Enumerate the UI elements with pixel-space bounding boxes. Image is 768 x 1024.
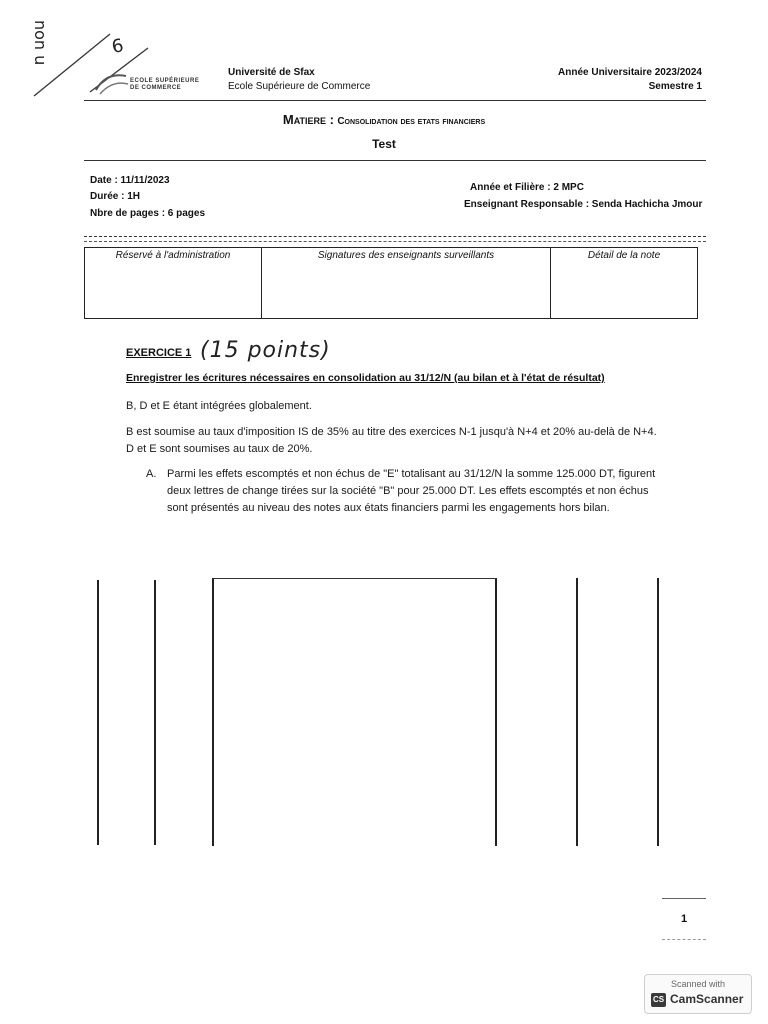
academic-year: Année Universitaire 2023/2024	[558, 67, 702, 78]
answer-column-line	[657, 578, 659, 846]
administration-table	[84, 247, 698, 319]
answer-column-line	[212, 578, 214, 846]
year-track: Année et Filière : 2 MPC	[470, 182, 584, 193]
margin-handwritten-note: non u	[31, 20, 50, 66]
exam-date: Date : 11/11/2023	[90, 175, 170, 186]
item-letter: A.	[146, 468, 157, 480]
logo-text-line2: DE COMMERCE	[130, 85, 182, 91]
dashed-separator	[84, 236, 706, 237]
exercise-instruction: Enregistrer les écritures nécessaires en consolidation au 31/12/N (au bilan et à l'état de résultat)	[126, 372, 605, 384]
subject-prefix: Matiere :	[282, 112, 334, 127]
admin-cell-signatures[interactable]	[262, 248, 551, 319]
header-rule	[84, 100, 706, 101]
logo-text-line1: ECOLE SUPÉRIEURE	[130, 78, 200, 84]
answer-top-line	[213, 578, 496, 579]
page-number-box	[662, 898, 706, 940]
admin-col-grade-label: Détail de la note	[587, 250, 661, 261]
exam-duration: Durée : 1H	[90, 191, 141, 202]
exam-type: Test	[372, 137, 396, 151]
admin-col-signatures-label: Signatures des enseignants surveillants	[317, 250, 495, 261]
camscanner-watermark	[644, 974, 752, 1014]
logo-emblem-icon	[92, 68, 132, 96]
university-name: Université de Sfax	[228, 67, 315, 78]
exercise-paragraph-2: B est soumise au taux d'imposition IS de 35% au titre des exercices N-1 jusqu'à N+4 et 20% au-delà de N+4. D et E sont soumises au taux de 20%.	[126, 426, 657, 455]
subject-line	[0, 112, 768, 127]
exercise-paragraph-1: B, D et E étant intégrées globalement.	[126, 400, 312, 412]
page-number: 1	[680, 913, 688, 925]
points-handwritten: (15 points)	[200, 338, 331, 363]
item-a-text: Parmi les effets escomptés et non échus de "E" totalisant au 31/12/N la somme 125.000 DT, figurent deux lettres de change tirées sur la société "B" pour 25.000 DT. Les effets escomptés et non échus sont présentés au niveau des notes aux états financiers parmi les engagements hors bilan.	[167, 468, 656, 514]
school-name: Ecole Supérieure de Commerce	[228, 81, 371, 92]
answer-column-line	[576, 578, 578, 846]
exam-pages: Nbre de pages : 6 pages	[90, 208, 206, 219]
admin-col-reserved-label: Réservé à l'administration	[115, 250, 231, 261]
answer-column-line	[495, 578, 497, 846]
scanned-with-text: Scanned with	[670, 979, 726, 989]
school-logo	[92, 68, 212, 98]
admin-cell-grade-detail	[551, 248, 698, 319]
answer-column-line	[154, 580, 156, 845]
subject-rule	[84, 160, 706, 161]
exercise-title: EXERCICE 1	[126, 347, 192, 359]
subject-title: Consolidation des etats financiers	[337, 116, 486, 127]
semester: Semestre 1	[648, 81, 702, 92]
dashed-separator-2	[84, 241, 706, 242]
grade-handwritten: 6	[109, 35, 126, 58]
camscanner-logo-icon: CS	[651, 993, 666, 1007]
responsible-teacher: Enseignant Responsable : Senda Hachicha Jmour	[464, 199, 703, 210]
camscanner-brand: CamScanner	[670, 992, 744, 1006]
answer-column-line	[97, 580, 99, 845]
admin-cell-reserved	[85, 248, 262, 319]
